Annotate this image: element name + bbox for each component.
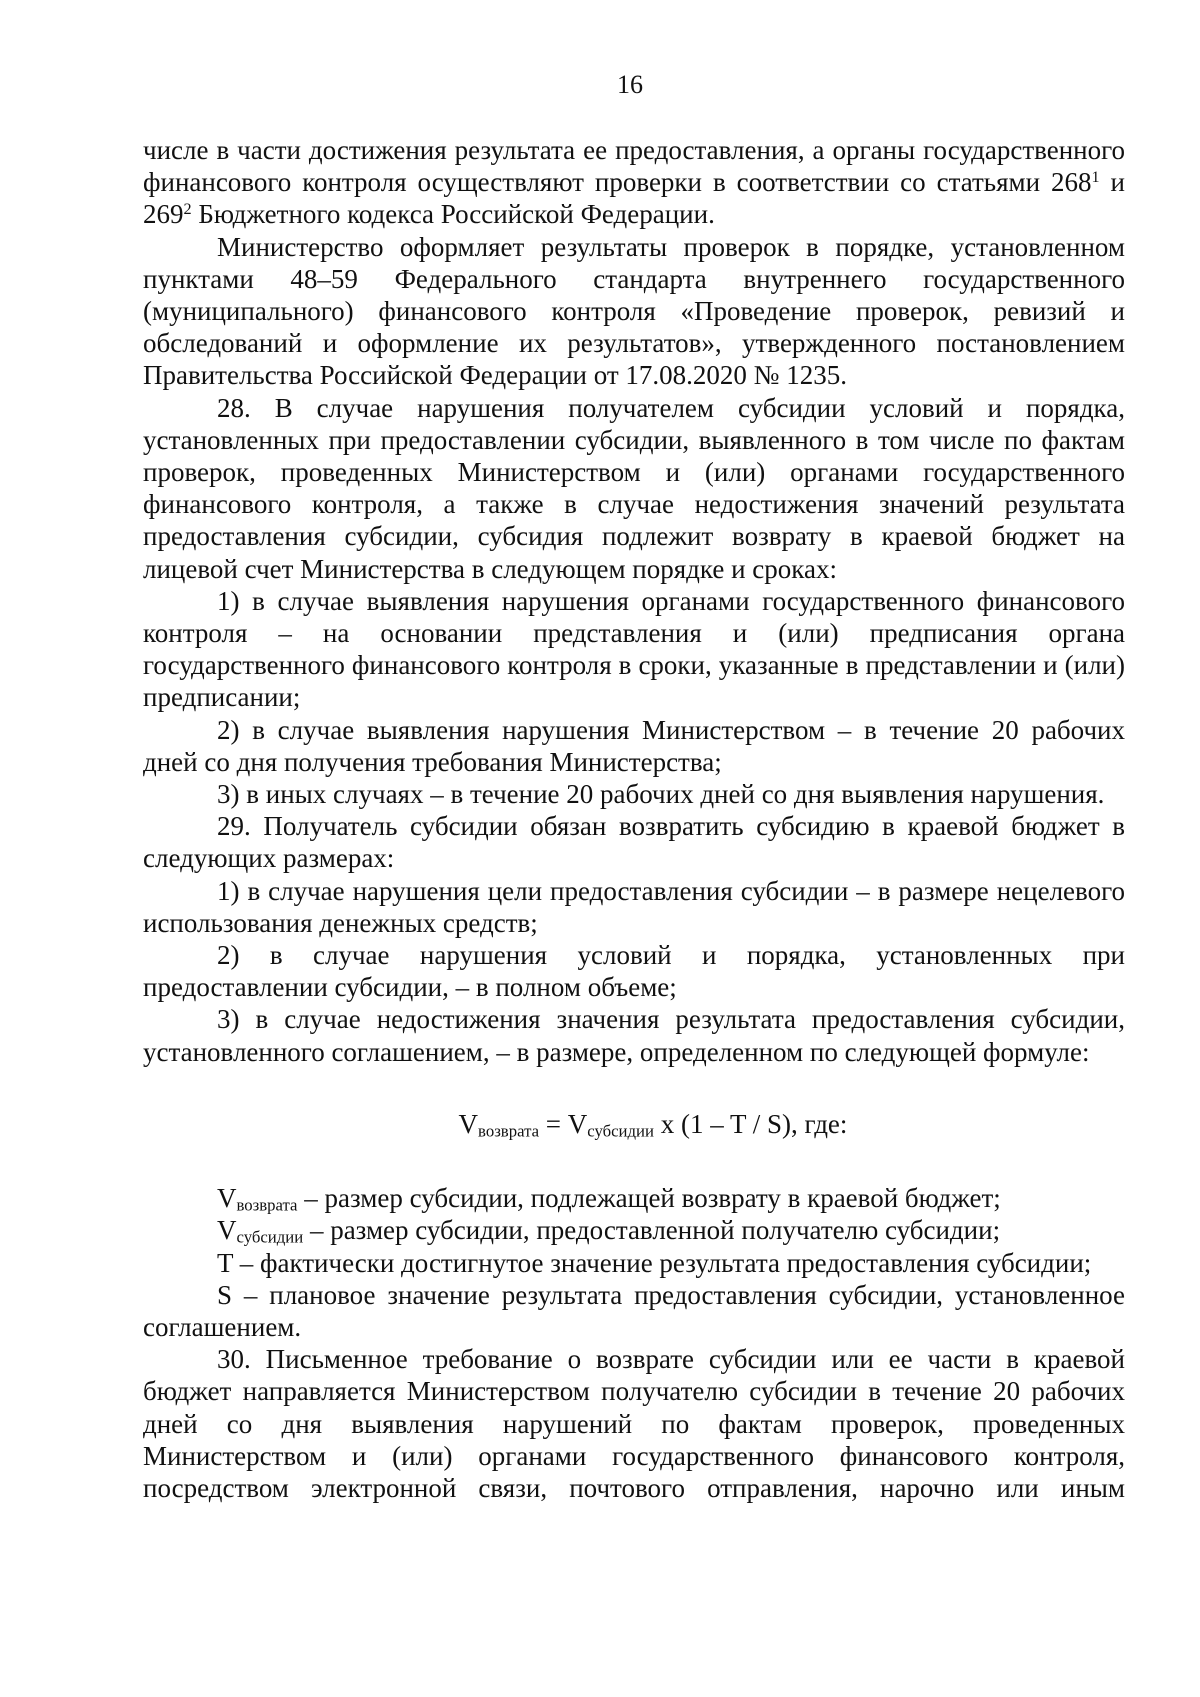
refund-formula <box>143 1108 1125 1140</box>
paragraph-item-28-2: 2) в случае выявления нарушения Министерством – в течение 20 рабочих дней со дня получения требования Министерства; <box>143 714 1125 777</box>
definition-symbol: S <box>217 1279 233 1310</box>
definition-subscript: возврата <box>236 1195 298 1215</box>
definition-symbol: V <box>217 1183 237 1214</box>
page-number: 16 <box>617 70 643 99</box>
definition-subscript: субсидии <box>236 1227 304 1247</box>
formula-lhs-subscript: возврата <box>478 1121 540 1141</box>
paragraph-item-28-1: 1) в случае выявления нарушения органами государственного финансового контроля – на основании представления и (или) предписания органа государственного финансового контроля в сроки, указанные в представлении и (или) предписании; <box>143 585 1125 713</box>
definition-t <box>143 1247 1125 1279</box>
paragraph-item-29: 29. Получатель субсидии обязан возвратить субсидию в краевой бюджет в следующих размерах: <box>143 811 1125 874</box>
formula-lhs-symbol: V <box>458 1108 479 1139</box>
definition-symbol: T <box>217 1247 234 1278</box>
paragraph-item-29-2: 2) в случае нарушения условий и порядка, установленных при предоставлении субсидии, – в полном объеме; <box>143 940 1125 1003</box>
formula-rhs-symbol: V <box>567 1108 588 1139</box>
formula-rhs-subscript: субсидии <box>587 1121 654 1141</box>
definition-v-subsidy <box>143 1214 1125 1246</box>
document-body <box>143 134 1125 1504</box>
definition-v-refund <box>143 1182 1125 1214</box>
paragraph-item-30: 30. Письменное требование о возврате субсидии или ее части в краевой бюджет направляется Министерством получателю субсидии в течение 20 рабочих дней со дня выявления нарушений по фактам проверок, проведенных Министерством и (или) органами государственного финансового контроля, посредством электронной связи, почтового отправления, нарочно или иным <box>143 1344 1125 1503</box>
paragraph-item-28: 28. В случае нарушения получателем субсидии условий и порядка, установленных при предоставлении субсидии, выявленного в том числе по фактам проверок, проведенных Министерством и (или) органами государственного финансового контроля, а также в случае недостижения значений результата предоставления субсидии, субсидия подлежит возврату в краевой бюджет на лицевой счет Министерства в следующем порядке и сроках: <box>143 392 1125 584</box>
paragraph-item-28-3: 3) в иных случаях – в течение 20 рабочих дней со дня выявления нарушения. <box>217 779 1105 810</box>
definition-text: – размер субсидии, предоставленной получателю субсидии; <box>303 1215 1001 1246</box>
definition-text: – размер субсидии, подлежащей возврату в краевой бюджет; <box>297 1183 1001 1214</box>
formula-equals: = <box>539 1108 568 1139</box>
paragraph-item-29-3: 3) в случае недостижения значения результата предоставления субсидии, установленного соглашением, – в размере, определенном по следующей формуле: <box>143 1004 1125 1067</box>
definition-text: – плановое значение результата предоставления субсидии, установленное соглашением. <box>143 1279 1125 1342</box>
definition-text: – фактически достигнутое значение результата предоставления субсидии; <box>233 1247 1092 1278</box>
paragraph-item-29-1: 1) в случае нарушения цели предоставления субсидии – в размере нецелевого использования денежных средств; <box>143 875 1125 938</box>
paragraph-continuation: числе в части достижения результата ее предоставления, а органы государственного финансового контроля осуществляют проверки в соответствии со статьями $268^1$ и $269^2$ Бюджетного кодекса Российской Федерации. <box>143 135 1125 230</box>
paragraph-inspection-results: Министерство оформляет результаты проверок в порядке, установленном пунктами 48–59 Федерального стандарта внутреннего государственного (муниципального) финансового контроля «Проведение проверок, ревизий и обследований и оформление их результатов», утвержденного постановлением Правительства Российской Федерации от 17.08.2020 № 1235. <box>143 231 1125 391</box>
definition-symbol: V <box>217 1215 237 1246</box>
definition-s <box>143 1279 1125 1343</box>
formula-tail: x (1 – T / S), где: <box>653 1108 848 1139</box>
